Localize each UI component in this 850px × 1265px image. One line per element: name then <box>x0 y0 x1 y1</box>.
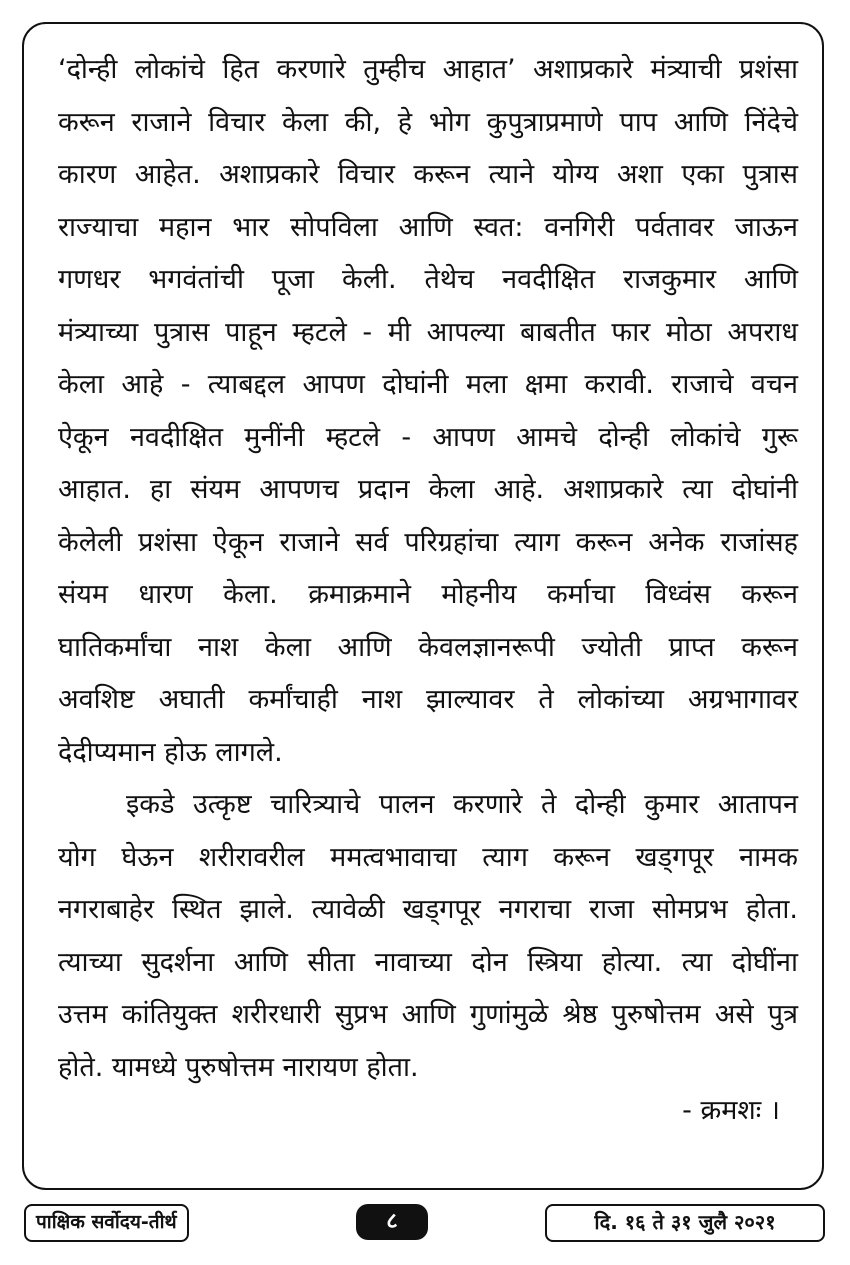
text-line: नगराबाहेर स्थित झाले. त्यावेळी खड्गपूर नगराचा राजा सोमप्रभ होता. <box>58 894 798 925</box>
text-line: होते. यामध्ये पुरुषोत्तम नारायण होता. <box>58 1051 419 1083</box>
text-line: देदीप्यमान होऊ लागले. <box>58 736 283 768</box>
text-line: संयम धारण केला. क्रमाक्रमाने मोहनीय कर्माचा विध्वंस करून <box>58 579 798 610</box>
text-line: केलेली प्रशंसा ऐकून राजाने सर्व परिग्रहांचा त्याग करून अनेक राजांसह <box>58 526 798 558</box>
text-line: घातिकर्मांचा नाश केला आणि केवलज्ञानरूपी ज्योती प्राप्त करून <box>58 631 798 663</box>
page-number: ८ <box>356 1204 428 1240</box>
publication-name: पाक्षिक सर्वोदय-तीर्थ <box>24 1204 189 1242</box>
text-line: करून राजाने विचार केला की, हे भोग कुपुत्राप्रमाणे पाप आणि निंदेचे <box>58 106 798 138</box>
text-line: त्याच्या सुदर्शना आणि सीता नावाच्या दोन स्त्रिया होत्या. त्या दोघींना <box>58 946 798 978</box>
text-line: अवशिष्ट अघाती कर्मांचाही नाश झाल्यावर ते लोकांच्या अग्रभागावर <box>58 684 798 715</box>
text-line: ‘दोन्ही लोकांचे हित करणारे तुम्हीच आहात’ अशाप्रकारे मंत्र्याची प्रशंसा <box>58 54 798 85</box>
text-line: इकडे उत्कृष्ट चारित्र्याचे पालन करणारे ते दोन्ही कुमार आतापन <box>126 789 798 820</box>
text-line: योग घेऊन शरीरावरील ममत्वभावाचा त्याग करून खड्गपूर नामक <box>58 841 798 873</box>
text-line: उत्तम कांतियुक्त शरीरधारी सुप्रभ आणि गुणांमुळे श्रेष्ठ पुरुषोत्तम असे पुत्र <box>58 999 798 1030</box>
text-line: गणधर भगवंतांची पूजा केली. तेथेच नवदीक्षित राजकुमार आणि <box>58 264 798 295</box>
text-line: मंत्र्याच्या पुत्रास पाहून म्हटले - मी आपल्या बाबतीत फार मोठा अपराध <box>58 316 798 348</box>
text-line: राज्याचा महान भार सोपविला आणि स्वत: वनगिरी पर्वतावर जाऊन <box>58 211 798 243</box>
issue-date: दि. १६ ते ३१ जुलै २०२१ <box>545 1204 825 1242</box>
text-line: ऐकून नवदीक्षित मुनींनी म्हटले - आपण आमचे दोन्ही लोकांचे गुरू <box>58 421 798 453</box>
text-line: कारण आहेत. अशाप्रकारे विचार करून त्याने योग्य अशा एका पुत्रास <box>58 159 798 190</box>
article-body <box>58 44 798 1094</box>
continued-marker: - क्रमशः । <box>682 1095 780 1126</box>
text-line: केला आहे - त्याबद्दल आपण दोघांनी मला क्षमा करावी. राजाचे वचन <box>58 369 798 400</box>
text-line: आहात. हा संयम आपणच प्रदान केला आहे. अशाप्रकारे त्या दोघांनी <box>58 474 798 505</box>
